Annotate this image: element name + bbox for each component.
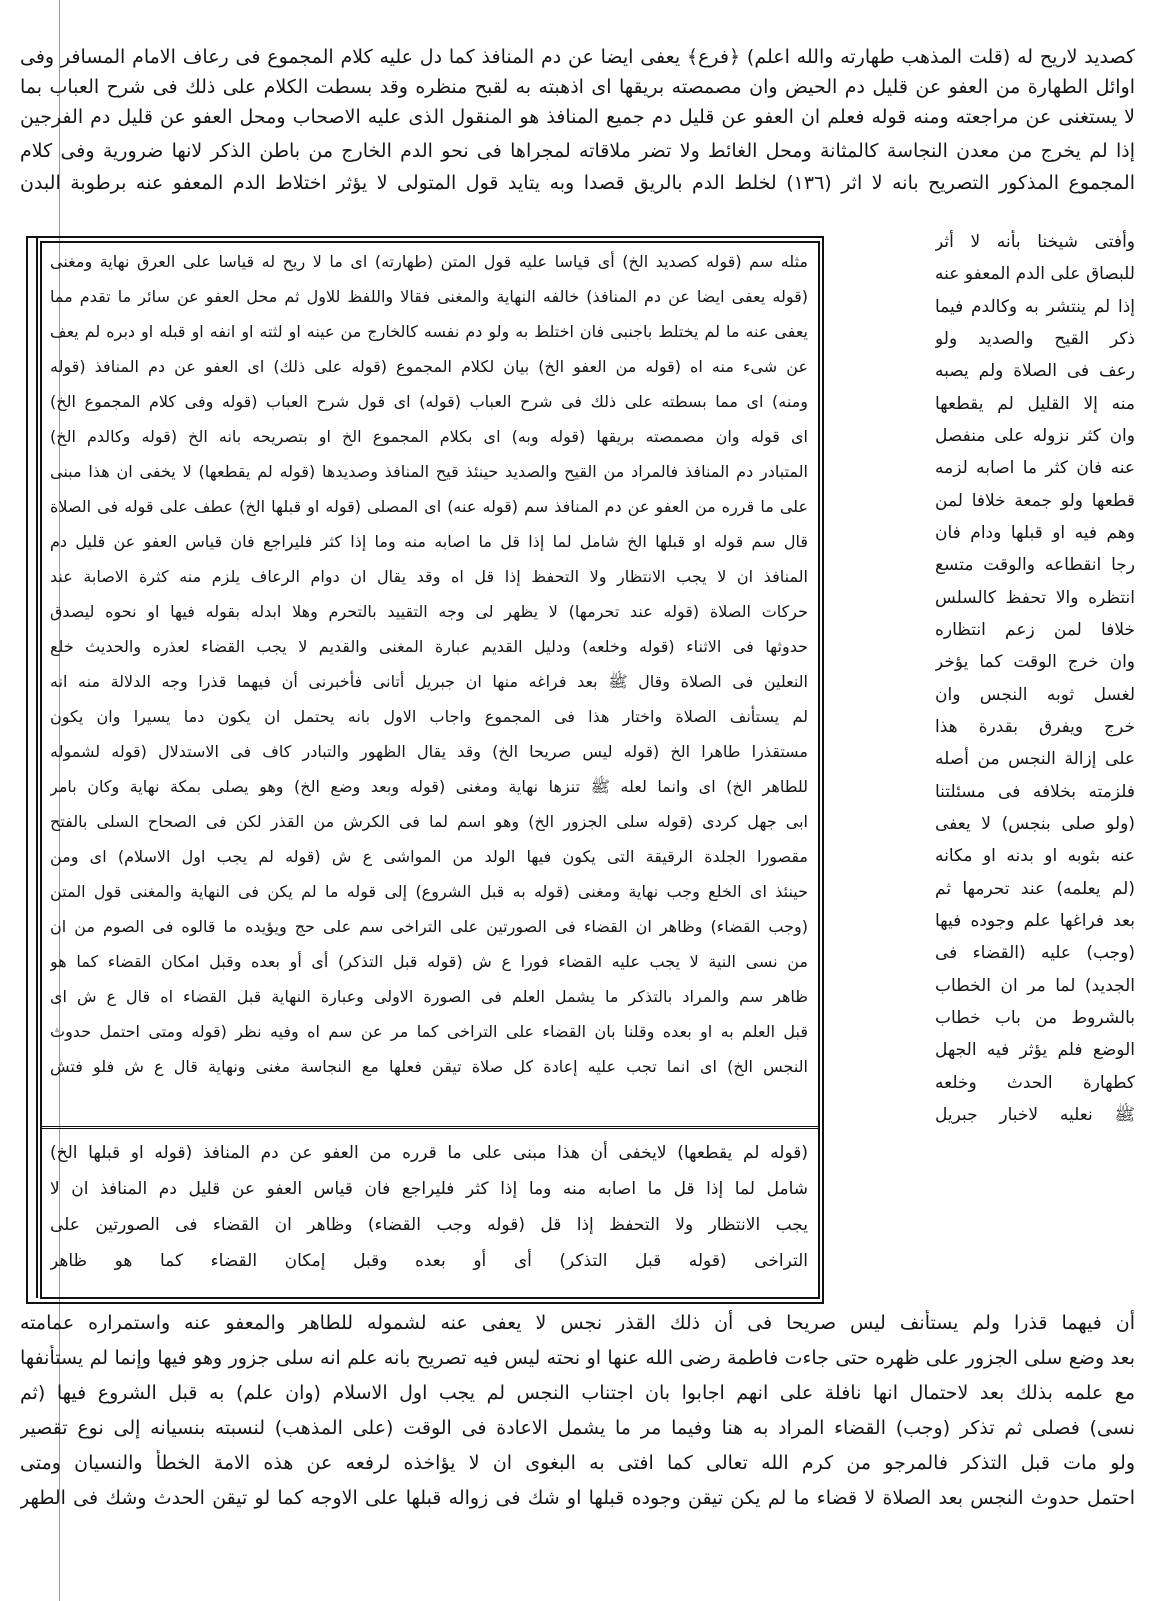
main-text-line: اوائل الطهارة من العفو عن قليل دم الحيض وان مصمصته بريقها اى اذهبته به لقبح منظره وقد بسطت الكلام على ذلك فى شرح العباب بما — [20, 76, 1135, 98]
side-text-line: خرج ويفرق بقدرة هذا — [935, 717, 1135, 737]
commentary-line: على ما قرره من العفو عن دم المنافذ سم (قوله عنه) اى المصلى (قوله او قبلها الخ) عطف على قوله فى الصلاة — [50, 497, 808, 516]
main-text-line: لا يستغنى عن مراجعته ومنه قوله فعلم ان العفو عن قليل دم جميع المنافذ هو المنقول الذى عليه الاصحاب ومحل العفو عن قليل دم الفرجين — [20, 106, 1135, 128]
commentary-line: النجس الخ) اى انما تجب عليه إعادة كل صلاة تيقن فعلها مع النجاسة مغنى ونهاية قال ع ش فلو فتش — [50, 1057, 808, 1076]
commentary-line: مستقذرا طاهرا الخ (قوله ليس صريحا الخ) وقد يقال الظهور والتبادر كاف فى الاستدلال (قوله لشموله — [50, 742, 808, 761]
commentary-line: النعلين فى الصلاة وقال ﷺ بعد فراغه منها ان جبريل أتانى فأخبرنى أن فيهما قذرا وجه الدلالة منه انه — [50, 672, 808, 691]
commentary-line: يجب الانتظار ولا التحفظ إذا قل (قوله وجب القضاء) وظاهر ان القضاء فى الصورتين على — [50, 1215, 808, 1235]
side-text-line: منه إلا القليل لم يقطعها — [935, 394, 1135, 414]
side-text-line: كطهارة الحدث وخلعه — [935, 1073, 1135, 1093]
side-text-line: (ولو صلى بنجس) لا يعفى — [935, 814, 1135, 834]
commentary-line: حركات الصلاة (قوله عند تحرمها) لا يظهر لى وجه التقييد بالتحرم وهلا ابدله بقوله فيها او نحوه ليصدق — [50, 602, 808, 621]
commentary-line: من نسى النية لا يجب عليه القضاء فورا ع ش (قوله قبل التذكر) أى أو بعده وقبل امكان القضاء كما هو — [50, 952, 808, 971]
side-text-line: وان كثر نزوله على منفصل — [935, 426, 1135, 446]
main-text-line: كصديد لاريح له (قلت المذهب طهارته والله اعلم) ﴿فرع﴾ يعفى ايضا عن دم المنافذ كما دل عليه كلام المجموع فى رعاف الامام المسافر وفى — [20, 46, 1135, 68]
commentary-line: يعفى عنه ما لم يختلط باجنبى فان اختلط به ولو دم نفسه كالخارج من عينه او لثته او انفه او قبله او دبره لم يعف — [50, 322, 808, 341]
commentary-line: مقصورا الجلدة الرقيقة التى يكون فيها الولد من المواشى ع ش (قوله لم يجب اول الاسلام) اى ومن — [50, 847, 808, 866]
commentary-line: (وجب القضاء) وظاهر ان القضاء فى الصورتين على التراخى سم على حج ويؤيده ما قالوه فى الصوم من ان — [50, 917, 808, 936]
side-text-line: وهم فيه او قبلها ودام فان — [935, 523, 1135, 543]
side-text-line: بالشروط من باب خطاب — [935, 1008, 1135, 1028]
commentary-line: اى قوله وان مصمصته بريقها (قوله وبه) اى بكلام المجموع الخ او بتصريحه بانه الخ (قوله وكالدم الخ) — [50, 427, 808, 446]
side-text-line: وأفتى شيخنا بأنه لا أثر — [935, 232, 1135, 252]
commentary-line: حينئذ اى الخلع وجب نهاية ومغنى (قوله به قبل الشروع) إلى قوله ما لم يكن فى النهاية والمغنى قول المتن — [50, 882, 808, 901]
side-text-line: الجديد) لما مر ان الخطاب — [935, 976, 1135, 996]
side-text-line: الوضع فلم يؤثر فيه الجهل — [935, 1040, 1135, 1060]
main-text-line: احتمل حدوث النجس بعد الصلاة لا قضاء ما لم يكن تيقن وجوده قبلها او شك فى زواله قبلها على الاوجه كما لو تيقن الحدث وشك فى الطهر — [20, 1487, 1135, 1509]
main-text-line: إذا لم يخرج من معدن النجاسة كالمثانة ومحل الغائط ولا تضر ملاقاته لمجراها فى نحو الدم الخارج من باطن الذكر لانها ضرورية وفى كلام — [20, 140, 1135, 162]
side-text-line: خلافا لمن زعم انتظاره — [935, 620, 1135, 640]
side-text-line: ﷺ نعليه لاخبار جبريل — [935, 1105, 1135, 1125]
side-text-line: انتظره والا تحفظ كالسلس — [935, 588, 1135, 608]
frame-bar — [36, 238, 38, 1298]
side-text-line: (لم يعلمه) عند تحرمها ثم — [935, 879, 1135, 899]
commentary-line: قبل العلم به او بعده وقلنا بان القضاء على التراخى كما مر عن سم اه وفيه نظر (قوله ومتى احتمل حدوث — [50, 1022, 808, 1041]
commentary-line: (قوله لم يقطعها) لايخفى أن هذا مبنى على ما قرره من العفو عن دم المنافذ (قوله او قبلها الخ) — [50, 1143, 808, 1163]
main-text-line: أن فيهما قذرا ولم يستأنف ليس صريحا فى أن ذلك القذر نجس لا يعفى عنه لشموله للطاهر والمعفو عنه واستمراره عمامته — [20, 1312, 1135, 1334]
side-text-line: للبصاق على الدم المعفو عنه — [935, 264, 1135, 284]
commentary-line: قال سم قوله او قبلها الخ شامل لما إذا قل ما اصابه منه وما إذا كثر فليراجع فان قياس العفو عن قليل دم — [50, 532, 808, 551]
side-text-line: وان خرج الوقت كما يؤخر — [935, 652, 1135, 672]
side-text-line: قطعها ولو جمعة خلافا لمن — [935, 491, 1135, 511]
side-text-line: بعد فراغها علم وجوده فيها — [935, 911, 1135, 931]
commentary-line: المنافذ ان لا يجب الانتظار ولا التحفظ إذا قل اه وقد يقال ان دوام الرعاف يلزم منه كثرة الاصابة عند — [50, 567, 808, 586]
commentary-line: (قوله يعفى ايضا عن دم المنافذ) خالفه النهاية والمغنى فقالا واللفظ للاول ثم محل العفو عن سائر ما تقدم مما — [50, 287, 808, 306]
commentary-line: ومنه) اى مما بسطته على ذلك فى شرح العباب (قوله) اى قول شرح العباب (قوله وفى كلام المجموع الخ) — [50, 392, 808, 411]
side-text-line: عنه بثوبه او بدنه او مكانه — [935, 846, 1135, 866]
commentary-line: مثله سم (قوله كصديد الخ) أى قياسا عليه قول المتن (طهارته) اى ما لا ريح له قياسا على العرق نهاية ومغنى — [50, 252, 808, 271]
side-text-line: ذكر القيح والصديد ولو — [935, 329, 1135, 349]
side-text-line: عنه فان كثر ما اصابه لزمه — [935, 458, 1135, 478]
side-text-line: على إزالة النجس من أصله — [935, 749, 1135, 769]
side-text-line: رجا انقطاعه والوقت متسع — [935, 555, 1135, 575]
commentary-divider — [40, 1126, 818, 1129]
commentary-line: التراخى (قوله قبل التذكر) أى أو بعده وقبل إمكان القضاء كما هو ظاهر — [50, 1251, 808, 1271]
side-text-line: رعف فى الصلاة ولم يصبه — [935, 361, 1135, 381]
commentary-line: لم يستأنف الصلاة واختار هذا فى المجموع واجاب الاول بانه يحتمل ان يكون دما يسيرا وان يكون — [50, 707, 808, 726]
side-text-line: لغسل ثوبه النجس وان — [935, 685, 1135, 705]
commentary-line: شامل لما إذا قل ما اصابه منه وما إذا كثر فليراجع فان قياس العفو عن قليل دم المنافذ ان لا — [50, 1179, 808, 1199]
side-text-line: فلزمته بخلافه فى مسئلتنا — [935, 782, 1135, 802]
main-text-line: مع علمه بذلك بعد لاحتمال انها نافلة على انهم اجابوا بان اجتناب النجس لم يجب اول الاسلام (وان علم) به قبل الشروع فيها (ثم — [20, 1382, 1135, 1404]
side-text-line: إذا لم ينتشر به وكالدم فيما — [935, 297, 1135, 317]
commentary-line: ابى جهل كردى (قوله سلى الجزور الخ) وهو اسم لما فى الكرش من القذر لكن فى الصحاح السلى بالفتح — [50, 812, 808, 831]
commentary-line: حدوثها فى الاثناء (قوله وخلعه) ودليل القديم عبارة المغنى والقديم لا يجب القضاء لعذره والحديث خلع — [50, 637, 808, 656]
main-text-line: بعد وضع سلى الجزور على ظهره حتى جاءت فاطمة رضى الله عنها او نحته ليس فيه تصريح بانه علم انه سلى جزور وهو فيها وإنما لم يستأنفها — [20, 1347, 1135, 1369]
commentary-line: المتبادر دم المنافذ فالمراد من القيح والصديد حينئذ قيح المنافذ وصديدها (قوله لم يقطعها) لا يخفى ان هذا مبنى — [50, 462, 808, 481]
side-text-line: (وجب) عليه (القضاء فى — [935, 943, 1135, 963]
main-text-line: ولو مات قبل التذكر فالمرجو من كرم الله تعالى كما افتى به البغوى ان لا يؤاخذه لرفعه عن هذه الامة الخطأ والنسيان ومتى — [20, 1452, 1135, 1474]
main-text-line: نسى) فصلى ثم تذكر (وجب) القضاء المراد به هنا وفيما مر ما يشمل الاعادة فى الوقت (على المذهب) لنسبته بنسيانه إلى نوع تقصير — [20, 1417, 1135, 1439]
commentary-line: ظاهر سم والمراد بالتذكر ما يشمل العلم فى الصورة الاولى وعبارة النهاية قبل القضاء اه قال ع ش اى — [50, 987, 808, 1006]
main-text-line: المجموع المذكور التصريح بانه لا اثر (١٣٦) لخلط الدم بالريق قصدا وبه يتايد قول المتولى لا يؤثر اختلاط الدم المعفو عنه برطوبة البدن — [20, 172, 1135, 194]
commentary-line: للطاهر الخ) اى وانما لعله ﷺ تنزها نهاية ومغنى (قوله وبعد وضع الخ) وهو يصلى بمكة نهاية وكان بامر — [50, 777, 808, 796]
commentary-line: عن شىء منه اه (قوله من العفو الخ) بيان لكلام المجموع (قوله على ذلك) اى العفو عن دم المنافذ (قوله — [50, 357, 808, 376]
